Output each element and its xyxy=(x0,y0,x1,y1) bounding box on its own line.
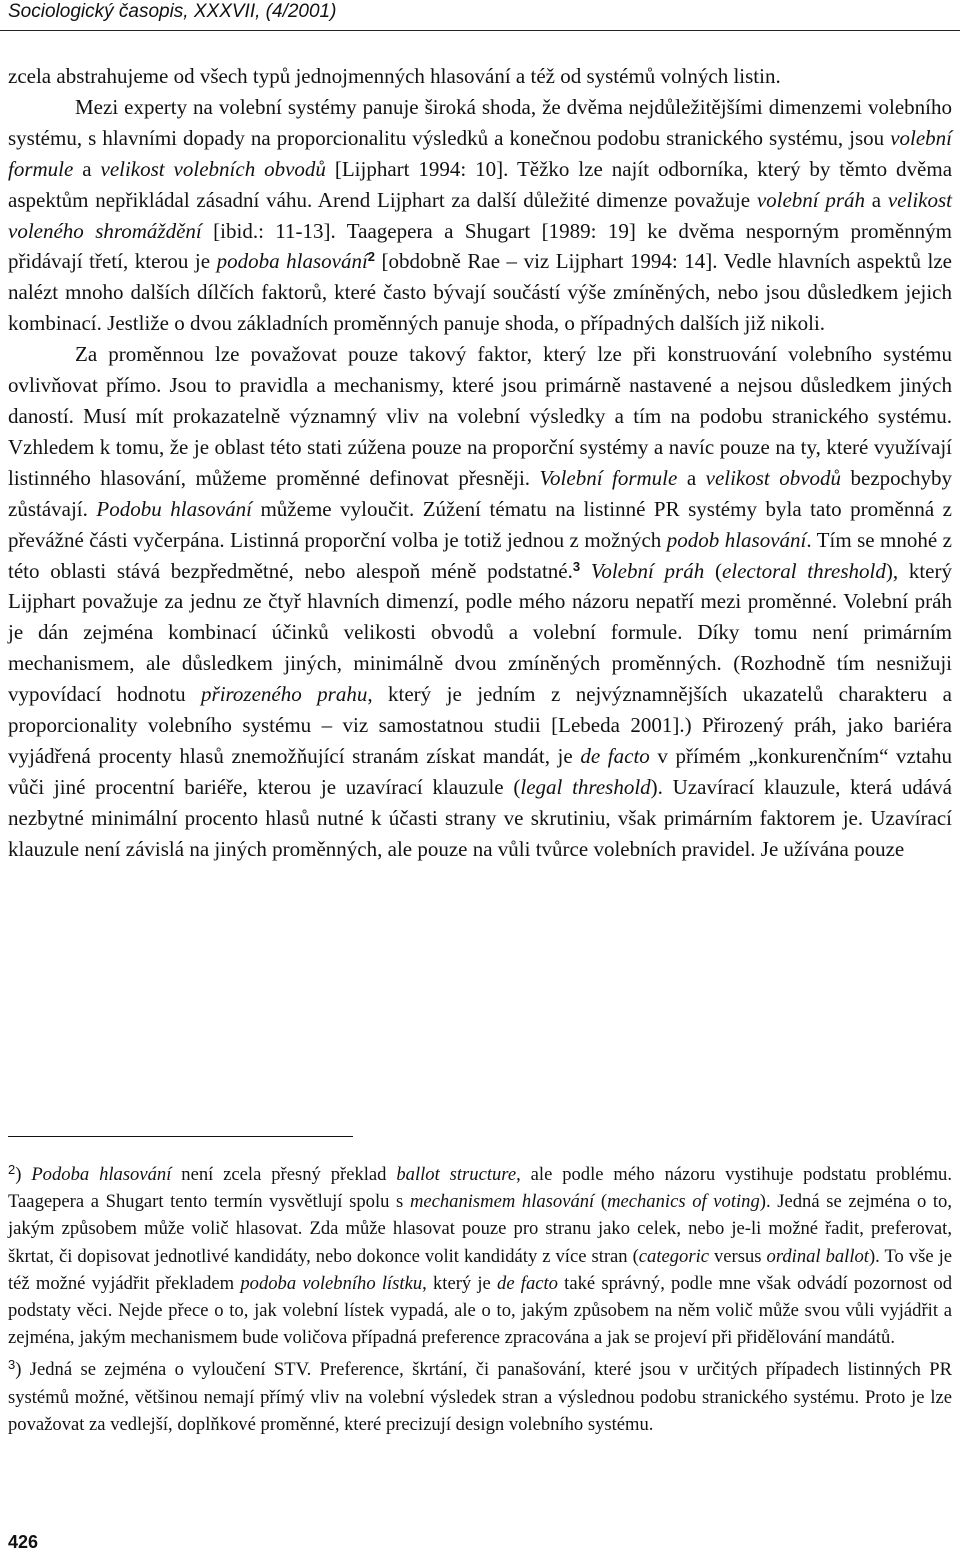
text-run: ( xyxy=(704,558,722,583)
italic-term: podoba volebního lístku xyxy=(240,1272,423,1294)
text-run xyxy=(580,559,591,583)
footnote-ref-3[interactable]: 3 xyxy=(572,558,581,574)
italic-term: velikost volebních obvodů xyxy=(100,156,326,181)
footnote-2 xyxy=(8,1156,952,1351)
text-run: versus xyxy=(709,1245,767,1267)
italic-term: Podoba hlasování xyxy=(31,1164,172,1185)
text-run: Mezi experty na volební systémy panuje široká shoda, že dvěma nejdůležitějšími dimenzemi volebního systému, s hlavními dopady na proporcionalitu výsledků a konečnou podobu stranického systému, jsou xyxy=(8,94,952,150)
italic-term: ordinal ballot xyxy=(766,1245,869,1267)
text-run: a xyxy=(865,187,888,212)
running-header: Sociologický časopis, XXXVII, (4/2001) xyxy=(8,1,337,22)
italic-term: categoric xyxy=(638,1245,710,1267)
italic-term: mechanismem hlasování xyxy=(409,1191,595,1213)
italic-term: legal threshold xyxy=(520,774,651,799)
text-run: ). To vše je též možné vyjádřit překladem xyxy=(8,1245,953,1294)
text-run: . Tím se mnohé z této oblasti stává bezpředmětné, nebo alespoň méně podstatné. xyxy=(8,527,952,583)
italic-term: de facto xyxy=(580,743,650,768)
italic-term: de facto xyxy=(497,1272,558,1294)
text-run: [obdobně Rae – viz Lijphart 1994: 14]. Vedle hlavních aspektů lze nalézt mnoho dalších dílčích faktorů, které často bývají součástí výše zmíněných, nebo jsou důsledkem jejich kombinací. Jestliže o dvou základních proměnných panuje shoda, o případných dalších již nikoli. xyxy=(8,249,952,336)
italic-term: velikost voleného shromáždění xyxy=(8,187,952,243)
italic-term: Volební práh xyxy=(590,558,705,583)
text-run: ) Jedná se zejména o vyloučení STV. Preference, škrtání, či panašování, které jsou v určitých případech listinných PR systémů možné, většinou nemají přímý vliv na volební výsledek stran a výslednou podobu stranického systému. Proto je lze považovat za vedlejší, doplňkové proměnné, které precizují design volebního systému. xyxy=(8,1359,952,1435)
text-run: a xyxy=(677,465,706,490)
text-run: ( xyxy=(594,1191,608,1213)
italic-term: přirozeného prahu xyxy=(201,682,368,707)
footnote-3 xyxy=(8,1351,952,1438)
paragraph-3 xyxy=(8,339,952,864)
page-number: 426 xyxy=(8,1532,39,1552)
header-divider xyxy=(0,30,960,31)
text-run: a xyxy=(73,156,101,181)
text-run: ). Uzavírací klauzule, která udává nezbytné minimální procento hlasů nutné k účasti strany ve skrutiniu, však primárním faktorem je. Uzavírací klauzule není závislá na jiných proměnných, ale pouze na vůli tvůrce volebních pravidel. Je užívána pouze xyxy=(8,774,952,861)
footnote-ref-2[interactable]: 2 xyxy=(367,249,376,265)
italic-term: volební formule xyxy=(8,125,952,181)
footnote-mark: 2 xyxy=(8,1162,16,1177)
italic-term: ballot structure xyxy=(396,1164,517,1185)
italic-term: mechanics of voting xyxy=(607,1191,760,1213)
text-run: můžeme vyloučit. Zúžení tématu na listinné PR systémy byla tato proměnná z převážné části vyčerpána. Listinná proporční volba je totiž jednou z možných xyxy=(8,496,952,552)
paragraph-1: zcela abstrahujeme od všech typů jednojmenných hlasování a též od systémů volných listin. xyxy=(8,64,781,88)
text-run: , ale podle mého názoru vystihuje podstatu problému. Taagepera a Shugart tento termín vysvětlují spolu s xyxy=(8,1164,952,1213)
italic-term: podob hlasování xyxy=(666,527,807,552)
text-run: , který je xyxy=(422,1272,498,1294)
italic-term: volební práh xyxy=(756,187,866,212)
main-text xyxy=(8,61,952,865)
footnote-mark: 3 xyxy=(8,1357,16,1373)
text-run: ) xyxy=(15,1164,32,1185)
footnotes xyxy=(8,1156,952,1438)
italic-term: podoba hlasování xyxy=(216,249,368,274)
text-run: není zcela přesný překlad xyxy=(171,1164,397,1185)
footnote-divider xyxy=(8,1136,353,1137)
text-run: ). Jedná se zejména o to, jakým způsobem může volič hlasovat. Zda může hlasovat pouze pro stranu jako celek, nebo je-li možné řadit, preferovat, škrtat, či dopisovat jednotlivé kandidáty, nebo dokonce volit kandidáty z více stran ( xyxy=(8,1191,953,1267)
italic-term: Podobu hlasování xyxy=(96,496,252,521)
paragraph-2 xyxy=(8,92,952,339)
text-run: ), který Lijphart považuje za jednu ze čtyř hlavních dimenzí, podle mého názoru nepatří mezi proměnné. Volební práh je dán zejména kombinací účinků velikosti obvodů a volební formule. Díky tomu není primárním mechanismem, ale důsledkem jiných, minimálně dvou zmíněných proměnných. (Rozhodně tím nesnižuji vypovídací hodnotu xyxy=(8,558,952,707)
text-run: v přímém „konkurenčním“ vztahu vůči jiné procentní bariéře, kterou je uzavírací klauzule ( xyxy=(8,743,952,799)
text-run: , který je jedním z nejvýznamnějších ukazatelů charakteru a proporcionality volebního systému – viz samostatnou studii [Lebeda 2001].) Přirozený práh, jako bariéra vyjádřená procenty hlasů znemožňující stranám získat mandát, je xyxy=(8,682,952,768)
italic-term: electoral threshold xyxy=(721,558,886,583)
text-run: [ibid.: 11-13]. Taagepera a Shugart [1989: 19] ke dvěma nesporným proměnným přidávají třetí, kterou je xyxy=(8,218,953,274)
text-run: bezpochyby zůstávají. xyxy=(8,465,952,521)
text-run: také správný, podle mne však odvádí pozornost od podstaty věci. Nejde přece o to, jak volební lístek vypadá, ale o to, jakým způsobem na něm volič může svou vůli vyjádřit a zejména, jakým mechanismem bude voličova případná preference zpracována a jak se projeví při přidělování mandátů. xyxy=(8,1272,953,1349)
italic-term: velikost obvodů xyxy=(705,465,842,490)
text-run: [Lijphart 1994: 10]. Těžko lze najít odborníka, který by těmto dvěma aspektům nepřikládal zásadní váhu. Arend Lijphart za další důležité dimenze považuje xyxy=(8,156,953,212)
italic-term: Volební formule xyxy=(539,465,678,490)
text-run: Za proměnnou lze považovat pouze takový faktor, který lze při konstruování volebního systému ovlivňovat přímo. Jsou to pravidla a mechanismy, které jsou primárně nastavené a nejsou důsledkem jiných daností. Musí mít prokazatelně významný vliv na volební výsledky a tím na podobu stranického systému. Vzhledem k tomu, že je oblast této stati zúžena pouze na proporční systémy a navíc pouze na ty, které využívají listinného hlasování, můžeme proměnné definovat přesněji. xyxy=(8,342,952,490)
